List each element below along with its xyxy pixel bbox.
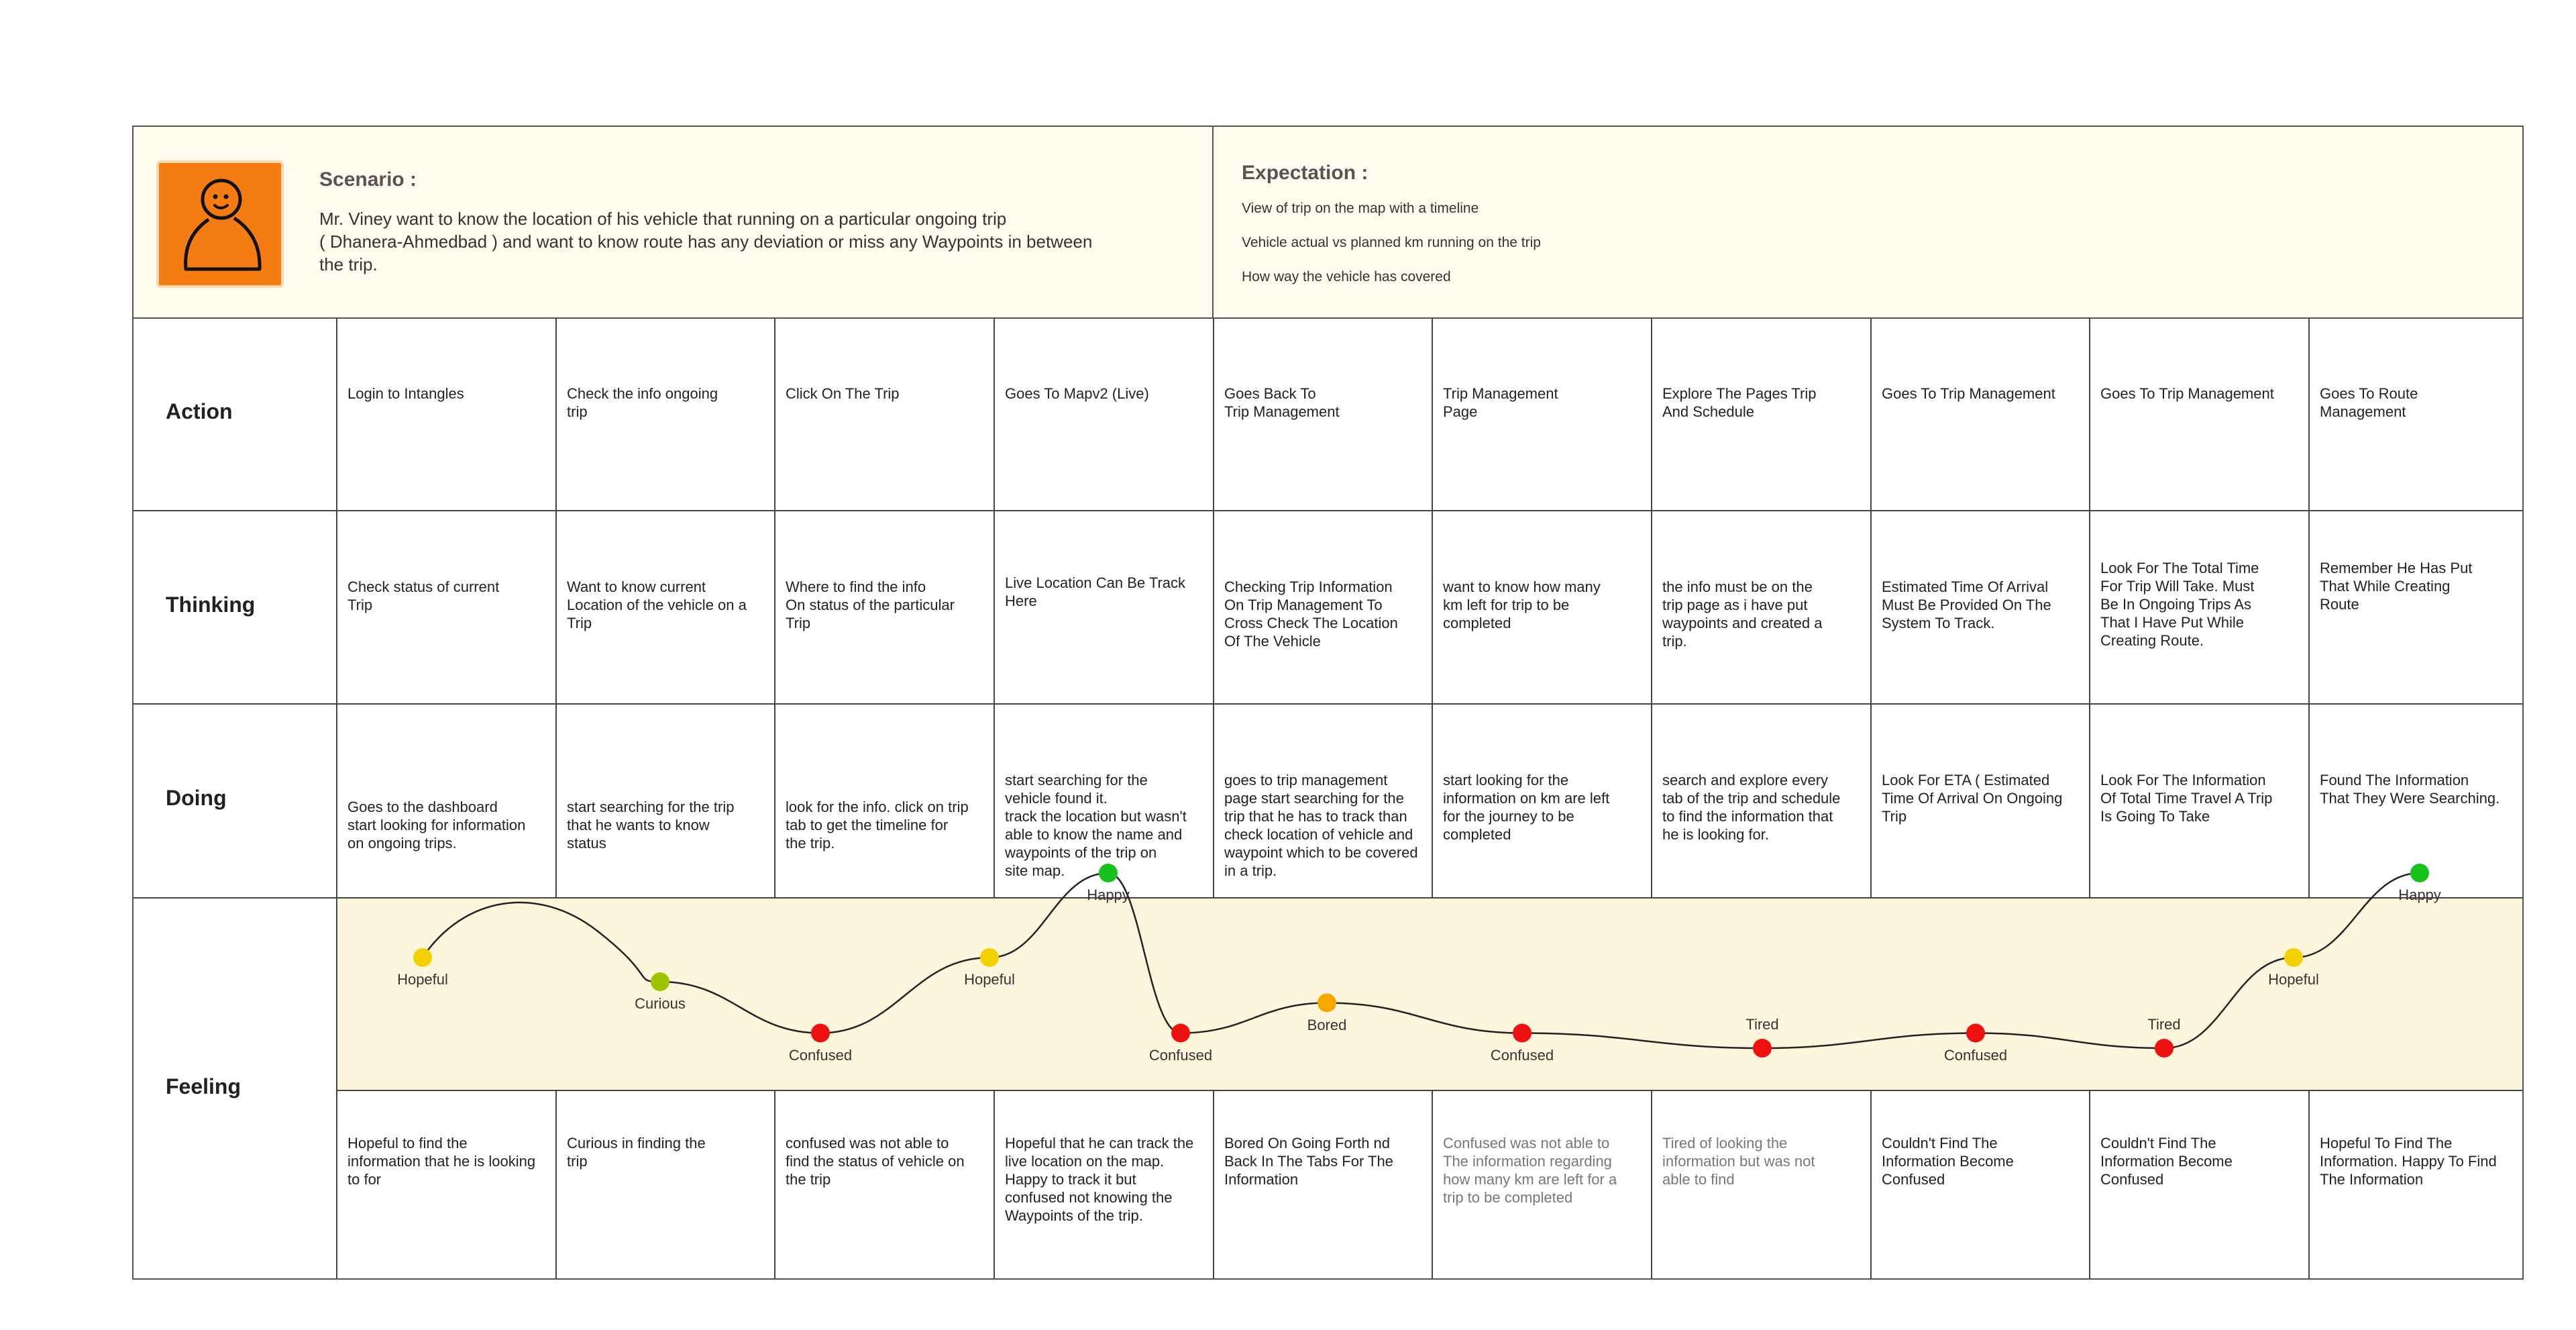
expectation-item: Vehicle actual vs planned km running on the trip [1242,235,1541,250]
scenario-title: Scenario : [319,168,417,191]
emotion-label: Confused [1148,1046,1213,1064]
emotion-label: Hopeful [964,971,1015,988]
feeling-note-cell: Hopeful that he can track the live location on the map. Happy to track it but confused not knowing the Waypoints of the trip. [1005,1135,1194,1224]
action-cell: Goes To Trip Management [1882,385,2055,402]
feeling-note-cell: Tired of looking the information but was not able to find [1662,1135,1815,1188]
thinking-cell: Check status of current Trip [347,578,500,613]
row-label-feeling: Feeling [166,1074,241,1098]
action-cell: Goes To Trip Management [2100,385,2274,402]
scenario-line: the trip. [319,254,378,274]
feeling-note-cell: Couldn't Find The Information Become Confused [1882,1135,2014,1188]
scenario-line: Mr. Viney want to know the location of his vehicle that running on a particular ongoing trip [319,209,1007,229]
doing-cell: look for the info. click on trip tab to get the timeline for the trip. [786,799,969,852]
doing-cell: Found The Information That They Were Searching. [2320,772,2500,807]
action-cell: Goes To Route Management [2320,385,2418,420]
emotion-label: Confused [1490,1046,1554,1064]
feeling-note-cell: Hopeful To Find The Information. Happy To Find The Information [2320,1135,2497,1188]
thinking-cell: Remember He Has Put That While Creating Route [2320,560,2473,613]
feeling-note-cell: Hopeful to find the information that he is looking to for [347,1135,536,1188]
action-cell: Click On The Trip [786,385,900,402]
feeling-note-cell: Bored On Going Forth nd Back In The Tabs For The Information [1224,1135,1393,1188]
action-cell: Trip Management Page [1443,385,1558,420]
expectation-item: View of trip on the map with a timeline [1242,201,1479,216]
thinking-cell: Checking Trip Information On Trip Management To Cross Check The Location Of The Vehicle [1224,578,1398,650]
doing-cell: goes to trip management page start searching for the trip that he has to track than check location of vehicle and waypoint which to be covered in a trip. [1224,772,1418,879]
emotion-label: Bored [1307,1016,1347,1033]
thinking-cell: Where to find the info On status of the particular Trip [786,578,955,631]
action-cell: Explore The Pages Trip And Schedule [1662,385,1817,420]
doing-cell: search and explore every tab of the trip and schedule to find the information that he is looking for. [1662,772,1841,843]
feeling-note-cell: confused was not able to find the status of vehicle on the trip [786,1135,965,1188]
doing-cell: Look For ETA ( Estimated Time Of Arrival On Ongoing Trip [1882,772,2063,825]
feeling-note-cell: Couldn't Find The Information Become Confused [2100,1135,2233,1188]
doing-cell: Look For The Information Of Total Time Travel A Trip Is Going To Take [2100,772,2273,825]
expectation-item: How way the vehicle has covered [1242,269,1451,285]
emotion-label: Confused [1943,1046,2008,1064]
emotion-label: Happy [2398,886,2441,903]
emotion-label: Tired [1746,1016,1779,1033]
row-label-doing: Doing [166,786,227,810]
action-cell: Login to Intangles [347,385,464,402]
journey-map-frame [132,125,2524,1280]
thinking-cell: Look For The Total Time For Trip Will Take. Must Be In Ongoing Trips As That I Have Put While Creating Route. [2100,560,2259,649]
feeling-note-cell: Curious in finding the trip [567,1135,706,1170]
action-cell: Goes To Mapv2 (Live) [1005,385,1149,402]
thinking-cell: the info must be on the trip page as i have put waypoints and created a trip. [1662,578,1823,650]
thinking-cell: Live Location Can Be Track Here [1005,574,1186,609]
emotion-label: Confused [788,1046,853,1064]
scenario-line: ( Dhanera-Ahmedbad ) and want to know route has any deviation or miss any Waypoints in between [319,232,1093,252]
action-cell: Check the info ongoing trip [567,385,718,420]
row-label-thinking: Thinking [166,593,256,617]
emotion-label: Curious [635,995,686,1012]
doing-cell: Goes to the dashboard start looking for information on ongoing trips. [347,799,526,852]
doing-cell: start searching for the trip that he wants to know status [567,799,735,852]
action-cell: Goes Back To Trip Management [1224,385,1340,420]
emotion-label: Hopeful [397,971,448,988]
thinking-cell: Want to know current Location of the vehicle on a Trip [567,578,747,631]
feeling-note-cell: Confused was not able to The information regarding how many km are left for a trip to be completed [1443,1135,1617,1206]
thinking-cell: want to know how many km left for trip to be completed [1443,578,1601,631]
expectation-title: Expectation : [1242,162,1368,184]
doing-cell: start searching for the vehicle found it. track the location but wasn't able to know the name and waypoints of the trip on site map. [1005,772,1187,879]
emotion-label: Tired [2147,1016,2181,1033]
emotion-label: Happy [1087,886,1130,903]
row-label-action: Action [166,399,233,423]
thinking-cell: Estimated Time Of Arrival Must Be Provided On The System To Track. [1882,578,2051,631]
doing-cell: start looking for the information on km are left for the journey to be completed [1443,772,1610,843]
emotion-label: Hopeful [2268,971,2319,988]
